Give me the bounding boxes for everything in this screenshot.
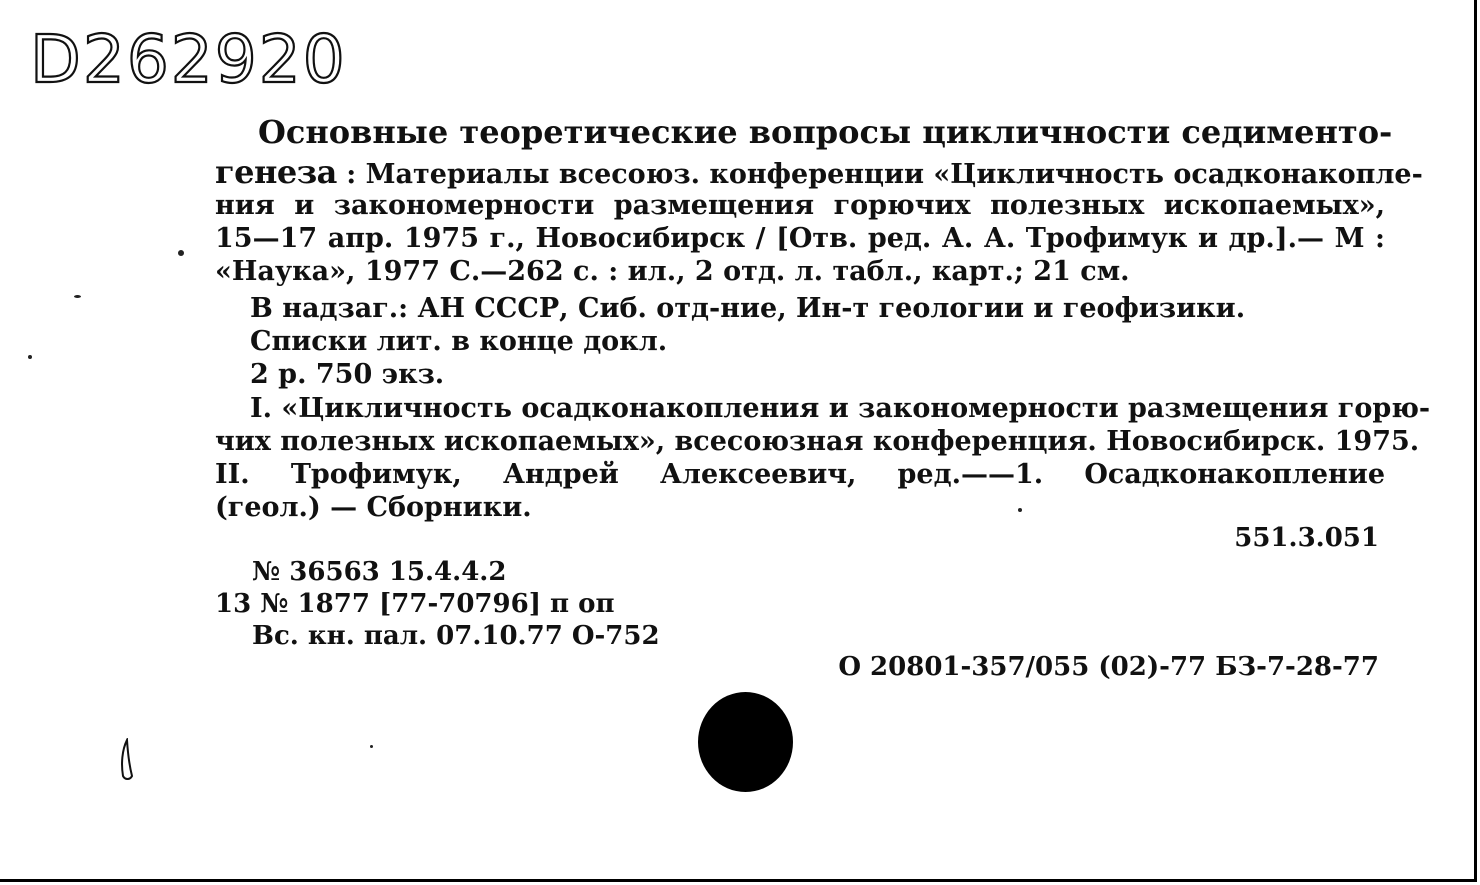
subject-line-2: чих полезных ископаемых», всесоюзная конференция. Новосибирск. 1975. [215,426,1420,457]
handwritten-mark [118,738,136,782]
handwritten-catalog-number [28,20,398,100]
description-line-3: 15—17 апр. 1975 г., Новосибирск / [Отв. ред. А. А. Трофимук и др.].— М : [215,223,1385,254]
speck-mark [370,745,373,748]
note-line-2: Списки лит. в конце докл. [250,326,668,357]
udc-code: 551.3.051 [1234,523,1379,553]
publisher-code: О 20801-357/055 (02)-77 БЗ-7-28-77 [838,652,1379,682]
title-continuation: генеза [215,153,337,191]
subject-line-1: I. «Цикличность осадконакопления и закономерности размещения горю- [250,393,1431,424]
subject-line-3: II. Трофимук, Андрей Алексеевич, ред.——1. Осадконакопление [215,459,1385,490]
handwritten-number-text: D262920 [30,21,347,98]
registry-block [215,556,660,652]
punch-hole [698,692,793,792]
speck-mark [1018,508,1022,512]
registry-line-2: 13 № 1877 [77-70796] п оп [215,589,615,619]
speck-mark [28,355,32,359]
subject-line-4: (геол.) — Сборники. [215,492,532,523]
speck-mark [178,250,184,256]
description-line-1 [215,153,1423,191]
note-line-1: В надзаг.: АН СССР, Сиб. отд-ние, Ин-т геологии и геофизики. [250,293,1246,324]
notes-block [215,292,1385,391]
subjects-block [215,392,1431,524]
registry-line-1: № 36563 15.4.4.2 [252,557,507,587]
title-line-1: Основные теоретические вопросы цикличности седименто- [258,113,1393,151]
registry-line-3: Вс. кн. пал. 07.10.77 О-752 [252,621,660,651]
description-line-2: ния и закономерности размещения горючих полезных ископаемых», [215,190,1385,221]
description-block [215,153,1423,288]
note-line-3: 2 р. 750 экз. [250,359,445,390]
speck-mark [74,295,81,298]
description-line-4: «Наука», 1977 С.—262 с. : ил., 2 отд. л. табл., карт.; 21 см. [215,256,1130,287]
description-text-1: : Материалы всесоюз. конференции «Цикличность осадконакопле- [336,159,1423,190]
